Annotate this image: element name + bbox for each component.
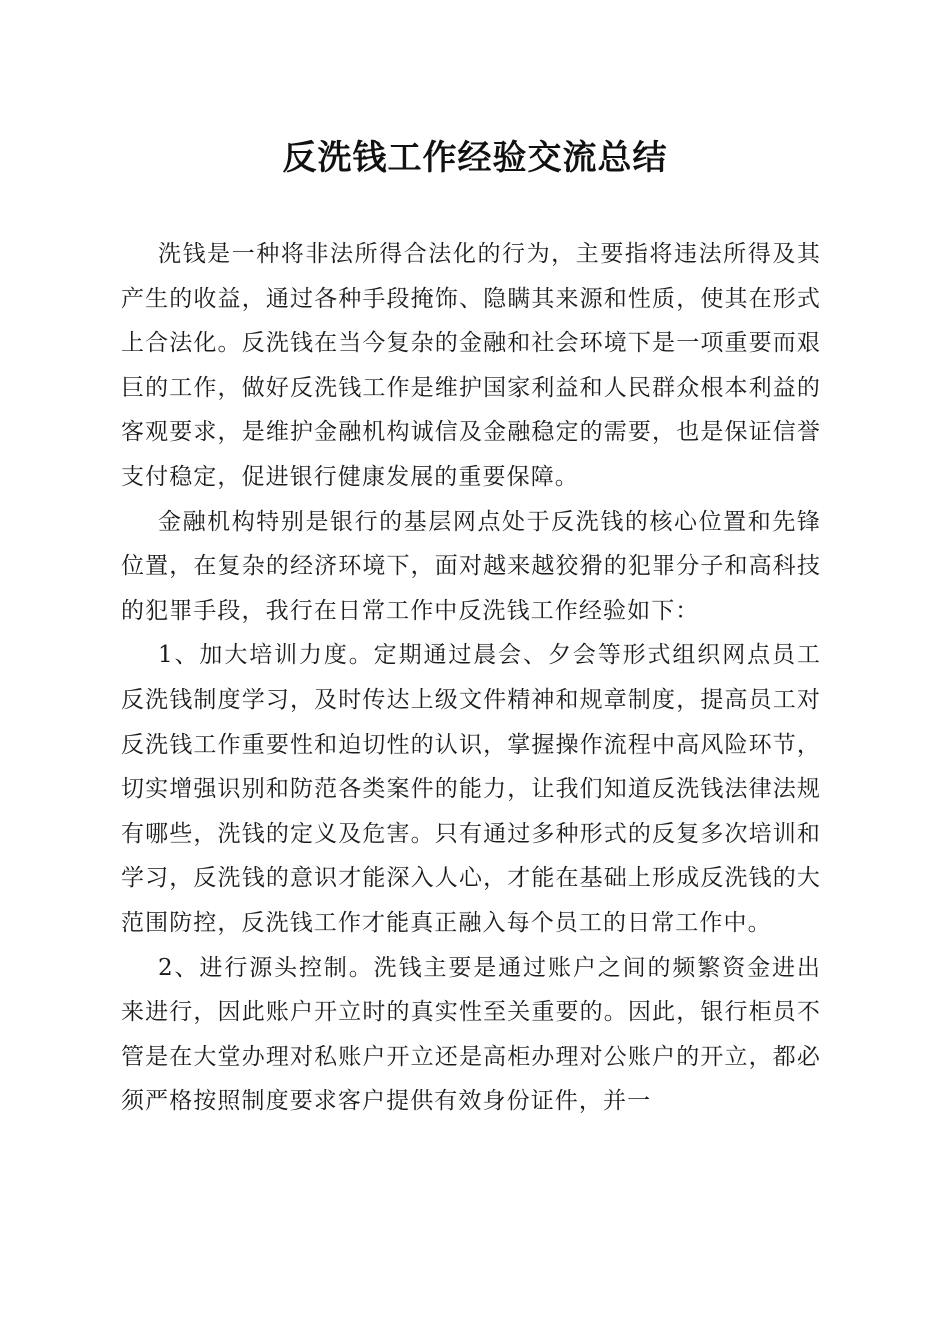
- paragraph-source-control: 2、进行源头控制。洗钱主要是通过账户之间的频繁资金进出来进行，因此账户开立时的真实性至关重要的。因此，银行柜员不管是在大堂办理对私账户开立还是高柜办理对公账户的开立，都必须严格按照制度要求客户提供有效身份证件，并一: [121, 954, 821, 1115]
- paragraph-training: 1、加大培训力度。定期通过晨会、夕会等形式组织网点员工反洗钱制度学习，及时传达上级文件精神和规章制度，提高员工对反洗钱工作重要性和迫切性的认识，掌握操作流程中高风险环节，切实增强识别和防范各类案件的能力，让我们知道反洗钱法律法规有哪些，洗钱的定义及危害。只有通过多种形式的反复多次培训和学习，反洗钱的意识才能深入人心，才能在基础上形成反洗钱的大范围防控，反洗钱工作才能真正融入每个员工的日常工作中。: [121, 642, 821, 936]
- document-title: 反洗钱工作经验交流总结: [282, 138, 668, 178]
- paragraph-context: 金融机构特别是银行的基层网点处于反洗钱的核心位置和先锋位置，在复杂的经济环境下，面对越来越狡猾的犯罪分子和高科技的犯罪手段，我行在日常工作中反洗钱工作经验如下：: [121, 508, 821, 624]
- document-body: [121, 232, 821, 1124]
- paragraph-intro: 洗钱是一种将非法所得合法化的行为，主要指将违法所得及其产生的收益，通过各种手段掩饰、隐瞒其来源和性质，使其在形式上合法化。反洗钱在当今复杂的金融和社会环境下是一项重要而艰巨的工作，做好反洗钱工作是维护国家利益和人民群众根本利益的客观要求，是维护金融机构诚信及金融稳定的需要，也是保证信誉支付稳定，促进银行健康发展的重要保障。: [121, 241, 821, 490]
